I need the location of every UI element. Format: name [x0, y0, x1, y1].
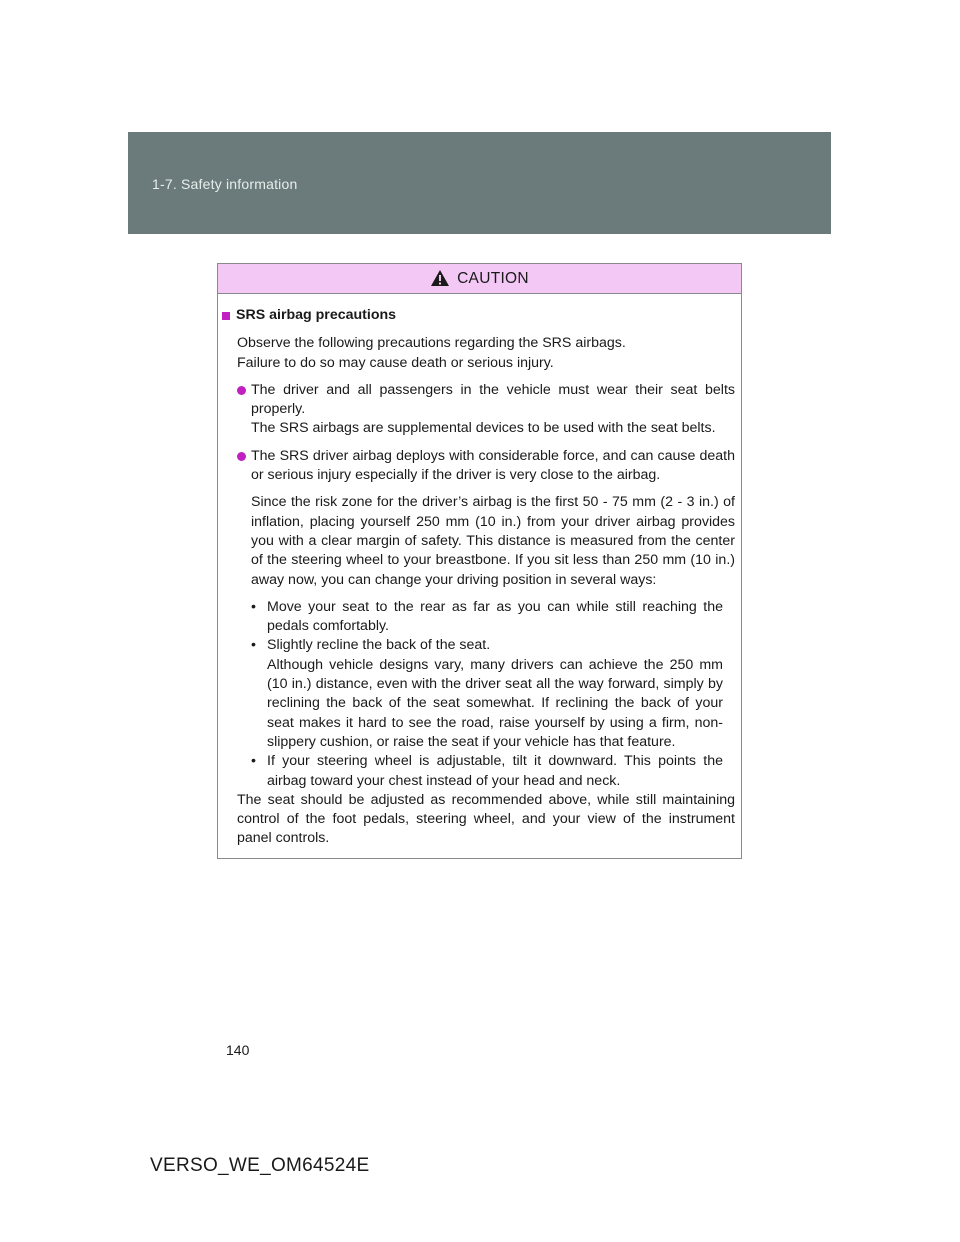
list-mark: • — [251, 637, 256, 654]
section-header-band — [128, 132, 831, 234]
risk-zone-paragraph: Since the risk zone for the driver’s airbag is the first 50 - 75 mm (2 - 3 in.) of inflation, placing yourself 250 mm (10 in.) from your driver airbag provides you with a clear margin of safety. This distance is measured from the center of the steering wheel to your breastbone. If you sit less than 250 mm (10 in.) away now, you can change your driving position in several ways: — [251, 494, 735, 588]
warning-triangle-icon — [430, 269, 450, 287]
closing-paragraph: The seat should be adjusted as recommended above, while still maintaining control of the foot pedals, steering wheel, and your view of the instrument panel controls. — [237, 791, 735, 847]
list-item — [251, 598, 723, 637]
intro-line: Failure to do so may cause death or serious injury. — [237, 354, 554, 371]
caution-header — [218, 264, 741, 294]
bullet-text: The driver and all passengers in the vehicle must wear their seat belts properly. — [251, 381, 735, 418]
list-item — [237, 381, 735, 439]
ways-list — [251, 598, 723, 791]
round-bullet-icon — [237, 386, 246, 395]
precaution-heading-text: SRS airbag precautions — [236, 307, 397, 323]
round-bullet-icon — [237, 452, 246, 461]
document-code: VERSO_WE_OM64524E — [150, 1155, 370, 1176]
page-number: 140 — [226, 1042, 250, 1058]
caution-box — [217, 263, 742, 859]
list-item-text: Although vehicle designs vary, many drivers can achieve the 250 mm (10 in.) distance, even with the driver seat all the way forward, simply by reclining the back of the seat somewhat. If reclining the back of your seat makes it hard to see the road, raise yourself by using a firm, non-slippery cushion, or raise the seat if your vehicle has that feature. — [267, 656, 723, 750]
list-item-text: If your steering wheel is adjustable, tilt it downward. This points the airbag toward your chest instead of your head and neck. — [267, 753, 723, 789]
square-bullet-icon — [222, 312, 230, 320]
list-item — [251, 752, 723, 791]
caution-body — [218, 294, 741, 849]
section-title: 1-7. Safety information — [152, 176, 298, 192]
intro-line: Observe the following precautions regarding the SRS airbags. — [237, 335, 626, 352]
precaution-heading — [222, 306, 737, 325]
bullet-text: The SRS driver airbag deploys with considerable force, and can cause death or serious injury especially if the driver is very close to the airbag. — [251, 447, 735, 484]
list-item — [237, 447, 735, 486]
caution-label: CAUTION — [457, 269, 529, 287]
bullet-text: The SRS airbags are supplemental devices to be used with the seat belts. — [251, 420, 716, 437]
list-item — [251, 636, 723, 752]
list-mark: • — [251, 753, 256, 770]
list-item-text: Slightly recline the back of the seat. — [267, 637, 491, 654]
list-mark: • — [251, 598, 256, 615]
list-item-text: Move your seat to the rear as far as you can while still reaching the pedals comfortably. — [267, 598, 723, 635]
